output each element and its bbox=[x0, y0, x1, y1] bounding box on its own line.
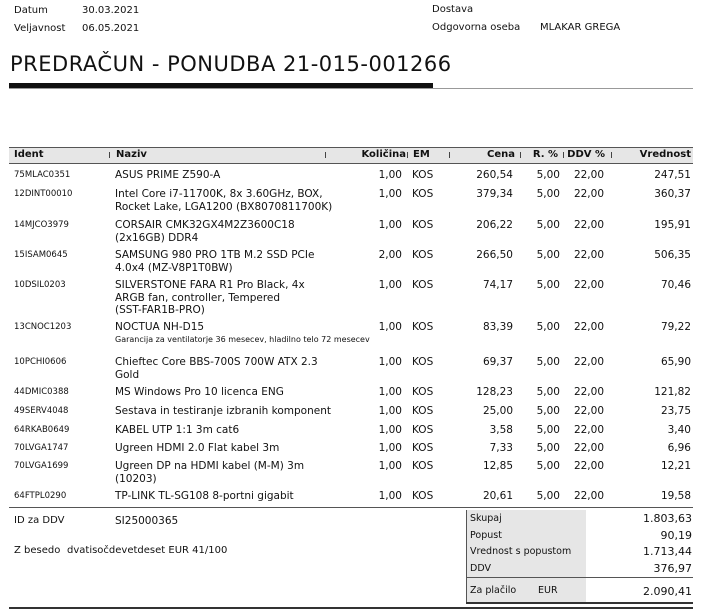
item-discount: 5,00 bbox=[536, 356, 560, 368]
item-value: 12,21 bbox=[660, 460, 691, 472]
item-name: ASUS PRIME Z590-A bbox=[115, 169, 221, 181]
item-unit: KOS bbox=[412, 321, 434, 333]
item-value: 3,40 bbox=[667, 424, 691, 436]
item-discount: 5,00 bbox=[536, 442, 560, 454]
item-value: 360,37 bbox=[654, 188, 691, 200]
item-price: 7,33 bbox=[489, 442, 513, 454]
item-name: MS Windows Pro 10 licenca ENG bbox=[115, 386, 284, 398]
col-unit: EM bbox=[413, 149, 430, 160]
item-unit: KOS bbox=[412, 279, 434, 291]
item-discount: 5,00 bbox=[536, 169, 560, 181]
item-note: Garancija za ventilatorje 36 mesecev, hladilno telo 72 mesecev bbox=[115, 335, 370, 344]
item-name-line2: (2x16GB) DDR4 bbox=[115, 231, 199, 244]
currency-label: EUR bbox=[538, 585, 558, 596]
delivery-label: Dostava bbox=[432, 4, 474, 15]
item-code: 70LVGA1747 bbox=[14, 443, 69, 453]
item-code: 10PCHI0606 bbox=[14, 357, 67, 367]
item-vat: 22,00 bbox=[573, 321, 604, 333]
item-quantity: 1,00 bbox=[378, 188, 402, 200]
item-name: Ugreen HDMI 2.0 Flat kabel 3m bbox=[115, 442, 280, 454]
item-name: Chieftec Core BBS-700S 700W ATX 2.3 bbox=[115, 356, 318, 368]
item-price: 266,50 bbox=[476, 249, 513, 261]
item-unit: KOS bbox=[412, 356, 434, 368]
vat-id-value: SI25000365 bbox=[115, 515, 179, 527]
col-divider bbox=[520, 152, 521, 158]
item-unit: KOS bbox=[412, 188, 434, 200]
item-vat: 22,00 bbox=[573, 219, 604, 231]
col-divider bbox=[611, 152, 612, 158]
item-unit: KOS bbox=[412, 249, 434, 261]
col-ident: Ident bbox=[14, 149, 44, 160]
item-price: 3,58 bbox=[489, 424, 513, 436]
item-code: 14MJCO3979 bbox=[14, 220, 69, 230]
valid-until-value: 06.05.2021 bbox=[82, 23, 140, 34]
item-code: 13CNOC1203 bbox=[14, 322, 72, 332]
item-quantity: 1,00 bbox=[378, 386, 402, 398]
totals-bottom-border bbox=[466, 602, 693, 604]
col-discount: R. % bbox=[532, 149, 558, 160]
col-value: Vrednost bbox=[639, 149, 691, 160]
item-code: 44DMIC0388 bbox=[14, 387, 69, 397]
item-name: NOCTUA NH-D15 bbox=[115, 321, 205, 333]
item-price: 83,39 bbox=[482, 321, 513, 333]
item-quantity: 1,00 bbox=[378, 490, 402, 502]
item-discount: 5,00 bbox=[536, 188, 560, 200]
col-name: Naziv bbox=[116, 149, 147, 160]
vat-id-label: ID za DDV bbox=[14, 515, 65, 526]
item-discount: 5,00 bbox=[536, 405, 560, 417]
item-name: KABEL UTP 1:1 3m cat6 bbox=[115, 424, 240, 436]
item-code: 10DSIL0203 bbox=[14, 280, 66, 290]
item-code: 75MLAC0351 bbox=[14, 170, 71, 180]
amount-in-words-label: Z besedo bbox=[14, 545, 61, 556]
item-value: 79,22 bbox=[660, 321, 691, 333]
responsible-person-label: Odgovorna oseba bbox=[432, 22, 521, 33]
item-name: Sestava in testiranje izbranih komponent bbox=[115, 405, 331, 417]
item-value: 19,58 bbox=[660, 490, 691, 502]
col-divider bbox=[563, 152, 564, 158]
discount-label: Popust bbox=[470, 530, 502, 541]
item-value: 121,82 bbox=[654, 386, 691, 398]
item-discount: 5,00 bbox=[536, 490, 560, 502]
valid-until-label: Veljavnost bbox=[14, 23, 66, 34]
amount-due-label: Za plačilo bbox=[470, 585, 517, 596]
item-value: 506,35 bbox=[654, 249, 691, 261]
item-name-line2: 4.0x4 (MZ-V8P1T0BW) bbox=[115, 261, 233, 274]
subtotal-label: Skupaj bbox=[470, 513, 502, 524]
item-value: 70,46 bbox=[660, 279, 691, 291]
title-thin-rule bbox=[9, 88, 693, 89]
item-name-line2: Rocket Lake, LGA1200 (BX8070811700K) bbox=[115, 200, 333, 213]
item-price: 20,61 bbox=[482, 490, 513, 502]
item-name: SAMSUNG 980 PRO 1TB M.2 SSD PCIe bbox=[115, 249, 315, 261]
item-discount: 5,00 bbox=[536, 386, 560, 398]
item-vat: 22,00 bbox=[573, 386, 604, 398]
item-discount: 5,00 bbox=[536, 279, 560, 291]
item-quantity: 1,00 bbox=[378, 442, 402, 454]
item-value: 195,91 bbox=[654, 219, 691, 231]
col-divider bbox=[325, 152, 326, 158]
item-value: 6,96 bbox=[667, 442, 691, 454]
item-quantity: 1,00 bbox=[378, 169, 402, 181]
item-price: 260,54 bbox=[476, 169, 513, 181]
item-quantity: 1,00 bbox=[378, 424, 402, 436]
item-name-line2: (10203) bbox=[115, 472, 157, 485]
item-code: 64RKAB0649 bbox=[14, 425, 70, 435]
item-vat: 22,00 bbox=[573, 424, 604, 436]
item-name-line2: ARGB fan, controller, Tempered bbox=[115, 291, 281, 304]
item-name: Intel Core i7-11700K, 8x 3.60GHz, BOX, bbox=[115, 188, 323, 200]
item-value: 247,51 bbox=[654, 169, 691, 181]
item-value: 65,90 bbox=[660, 356, 691, 368]
item-vat: 22,00 bbox=[573, 279, 604, 291]
col-divider bbox=[449, 152, 450, 158]
item-quantity: 1,00 bbox=[378, 405, 402, 417]
amount-in-words-value: dvatisočdevetdeset EUR 41/100 bbox=[67, 545, 228, 556]
item-vat: 22,00 bbox=[573, 490, 604, 502]
item-quantity: 1,00 bbox=[378, 279, 402, 291]
item-unit: KOS bbox=[412, 386, 434, 398]
item-unit: KOS bbox=[412, 460, 434, 472]
document-title: PREDRAČUN - PONUDBA 21-015-001266 bbox=[10, 52, 452, 76]
item-quantity: 1,00 bbox=[378, 356, 402, 368]
item-unit: KOS bbox=[412, 219, 434, 231]
item-vat: 22,00 bbox=[573, 356, 604, 368]
item-price: 206,22 bbox=[476, 219, 513, 231]
vat-total-value: 376,97 bbox=[653, 562, 692, 575]
item-price: 128,23 bbox=[476, 386, 513, 398]
item-price: 25,00 bbox=[482, 405, 513, 417]
item-code: 12DINT00010 bbox=[14, 189, 73, 199]
item-quantity: 2,00 bbox=[378, 249, 402, 261]
item-quantity: 1,00 bbox=[378, 460, 402, 472]
discounted-total-label: Vrednost s popustom bbox=[470, 546, 572, 557]
item-code: 49SERV4048 bbox=[14, 406, 69, 416]
item-name-line2: Gold bbox=[115, 368, 140, 381]
item-discount: 5,00 bbox=[536, 219, 560, 231]
col-divider bbox=[109, 152, 110, 158]
item-discount: 5,00 bbox=[536, 424, 560, 436]
item-vat: 22,00 bbox=[573, 169, 604, 181]
item-price: 12,85 bbox=[482, 460, 513, 472]
item-price: 69,37 bbox=[482, 356, 513, 368]
item-vat: 22,00 bbox=[573, 249, 604, 261]
col-quantity: Količina bbox=[361, 149, 406, 160]
item-name-line3: (SST-FAR1B-PRO) bbox=[115, 304, 205, 316]
item-value: 23,75 bbox=[660, 405, 691, 417]
responsible-person-value: MLAKAR GREGA bbox=[540, 22, 621, 33]
item-code: 64FTPL0290 bbox=[14, 491, 67, 501]
item-name: CORSAIR CMK32GX4M2Z3600C18 bbox=[115, 219, 295, 231]
date-value: 30.03.2021 bbox=[82, 5, 140, 16]
page-bottom-rule bbox=[9, 607, 693, 609]
item-unit: KOS bbox=[412, 490, 434, 502]
item-discount: 5,00 bbox=[536, 460, 560, 472]
vat-total-label: DDV bbox=[470, 563, 491, 574]
footer-rule bbox=[9, 507, 693, 508]
item-price: 74,17 bbox=[482, 279, 513, 291]
date-label: Datum bbox=[14, 5, 48, 16]
item-vat: 22,00 bbox=[573, 442, 604, 454]
item-unit: KOS bbox=[412, 405, 434, 417]
col-vat: DDV % bbox=[567, 149, 605, 160]
item-unit: KOS bbox=[412, 442, 434, 454]
item-name: TP-LINK TL-SG108 8-portni gigabit bbox=[115, 490, 294, 502]
item-code: 70LVGA1699 bbox=[14, 461, 69, 471]
amount-due-value: 2.090,41 bbox=[643, 585, 692, 598]
totals-left-border bbox=[466, 510, 467, 604]
subtotal-value: 1.803,63 bbox=[643, 512, 692, 525]
item-vat: 22,00 bbox=[573, 188, 604, 200]
totals-divider bbox=[466, 577, 693, 578]
col-price: Cena bbox=[487, 149, 515, 160]
item-discount: 5,00 bbox=[536, 321, 560, 333]
item-discount: 5,00 bbox=[536, 249, 560, 261]
item-unit: KOS bbox=[412, 424, 434, 436]
item-unit: KOS bbox=[412, 169, 434, 181]
item-name: SILVERSTONE FARA R1 Pro Black, 4x bbox=[115, 279, 305, 291]
item-code: 15ISAM0645 bbox=[14, 250, 68, 260]
discount-value: 90,19 bbox=[660, 529, 692, 542]
item-vat: 22,00 bbox=[573, 405, 604, 417]
item-price: 379,34 bbox=[476, 188, 513, 200]
item-quantity: 1,00 bbox=[378, 219, 402, 231]
col-divider bbox=[407, 152, 408, 158]
item-name: Ugreen DP na HDMI kabel (M-M) 3m bbox=[115, 460, 305, 472]
discounted-total-value: 1.713,44 bbox=[643, 545, 692, 558]
item-vat: 22,00 bbox=[573, 460, 604, 472]
item-quantity: 1,00 bbox=[378, 321, 402, 333]
